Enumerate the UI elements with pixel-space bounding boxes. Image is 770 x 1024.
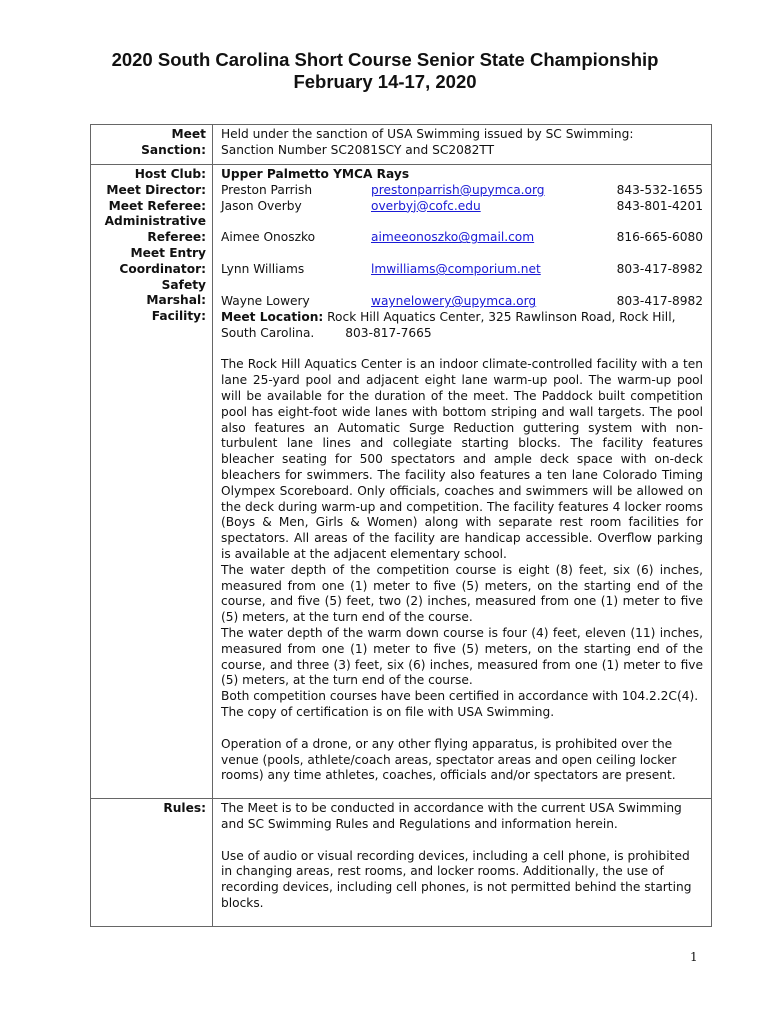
contact-row-referee [221,199,703,215]
contact-phone: 816-665-6080 [616,230,703,245]
facility-labels [91,165,213,799]
contact-email-link[interactable]: lmwilliams@comporium.net [371,262,541,277]
rules-row [91,799,712,927]
host-club-label: Host Club: [134,167,206,181]
meet-director-label: Meet Director: [106,182,206,197]
contact-row-safety-marshal [221,294,703,310]
sanction-label [91,125,213,165]
sanction-label-line2: Sanction: [141,142,206,157]
contact-name: Aimee Onoszko [221,230,316,245]
drone-policy-text: Operation of a drone, or any other flying apparatus, is prohibited over the venue (pools, athlete/coach areas, spectator areas and open ceiling locker rooms) any time athletes, coaches, officials and/or spectators are present. [221,736,677,783]
meet-referee-label: Meet Referee: [108,198,206,213]
meet-info-table [90,124,712,927]
sanction-value [213,125,712,165]
safety-marshal-label-line2: Marshal: [146,293,206,308]
contact-name: Jason Overby [221,198,302,213]
facility-row [91,165,712,799]
contact-email-link[interactable]: overbyj@cofc.edu [371,198,481,213]
rules-label-text: Rules: [163,801,206,816]
contact-phone: 803-417-8982 [616,262,703,277]
contact-row-admin-referee [221,230,703,246]
entry-coordinator-label-line2: Coordinator: [119,261,206,276]
warm-down-depth-text: The water depth of the warm down course is four (4) feet, eleven (11) inches, measured from one (1) meter to five (5) meters, on the starting end of the course, and three (3) feet, six (6) inches, measured from one (1) meter to five (5) meters, at the turn end of the course. [221,625,703,688]
facility-value [213,165,712,799]
contact-email-link[interactable]: prestonparrish@upymca.org [371,182,545,197]
rules-conduct-text: The Meet is to be conducted in accordance with the current USA Swimming and SC Swimming Rules and Regulations and information herein. [221,801,682,831]
admin-referee-label-line1: Administrative [104,214,206,229]
safety-marshal-label-line1: Safety [161,277,206,292]
document-date: February 14-17, 2020 [293,71,477,92]
host-club-name: Upper Palmetto YMCA Rays [221,167,410,181]
contact-name: Lynn Williams [221,262,305,277]
contact-phone: 803-417-8982 [616,293,703,308]
facility-label: Facility: [151,309,206,324]
sanction-row [91,125,712,165]
contact-phone: 843-801-4201 [616,198,703,213]
admin-referee-label-line2: Referee: [147,230,206,245]
contact-email-link[interactable]: aimeeonoszko@gmail.com [371,230,535,245]
contact-name: Preston Parrish [221,182,313,197]
meet-location-city-phone: South Carolina. 803-817-7665 [221,325,432,340]
rules-label [91,799,213,927]
sanction-line2: Sanction Number SC2081SCY and SC2082TT [221,142,495,157]
document-title: 2020 South Carolina Short Course Senior State Championship [111,49,659,70]
contact-phone: 843-532-1655 [616,182,703,197]
sanction-label-line1: Meet [171,127,206,141]
recording-policy-text: Use of audio or visual recording devices, including a cell phone, is prohibited in changing areas, rest rooms, and locker rooms. Additionally, the use of recording devices, including cell phones, is not permitted behind the starting blocks. [221,848,692,911]
contact-row-director [221,183,703,199]
meet-location [221,310,703,326]
entry-coordinator-label-line1: Meet Entry [130,245,206,260]
meet-location-address: Rock Hill Aquatics Center, 325 Rawlinson Road, Rock Hill, [327,309,676,324]
contact-email-link[interactable]: waynelowery@upymca.org [371,293,537,308]
contact-name: Wayne Lowery [221,293,310,308]
certification-text: Both competition courses have been certified in accordance with 104.2.2C(4). The copy of certification is on file with USA Swimming. [221,689,699,719]
contact-row-entry-coordinator [221,262,703,278]
facility-description: The Rock Hill Aquatics Center is an indoor climate-controlled facility with a ten lane 25-yard pool and adjacent eight lane warm-up pool. The warm-up pool will be available for the duration of the meet. The Paddock built competition pool has eight-foot wide lanes with bottom striping and wall targets. The pool also features an Automatic Surge Reduction guttering system with non-turbulent lane lines and collegiate starting blocks. The facility features bleacher seating for 500 spectators and ample deck space with on-deck bleachers for swimmers. The facility also features a ten lane Colorado Timing Olympex Scoreboard. Only officials, coaches and swimmers will be allowed on the deck during warm-up and competition. The facility features 4 locker rooms (Boys & Men, Girls & Women) along with separate rest room facilities for spectators. All areas of the facility are handicap accessible. Overflow parking is available at the adjacent elementary school. [221,357,703,561]
sanction-line1: Held under the sanction of USA Swimming issued by SC Swimming: [221,127,634,141]
competition-depth-text: The water depth of the competition course is eight (8) feet, six (6) inches, measured from one (1) meter to five (5) meters, on the starting end of the course, and five (5) feet, two (2) inches, measured from one (1) meter to five (5) meters, at the turn end of the course. [221,562,703,625]
rules-value [213,799,712,927]
page-number: 1 [690,950,698,964]
meet-location-label: Meet Location: [221,309,324,324]
